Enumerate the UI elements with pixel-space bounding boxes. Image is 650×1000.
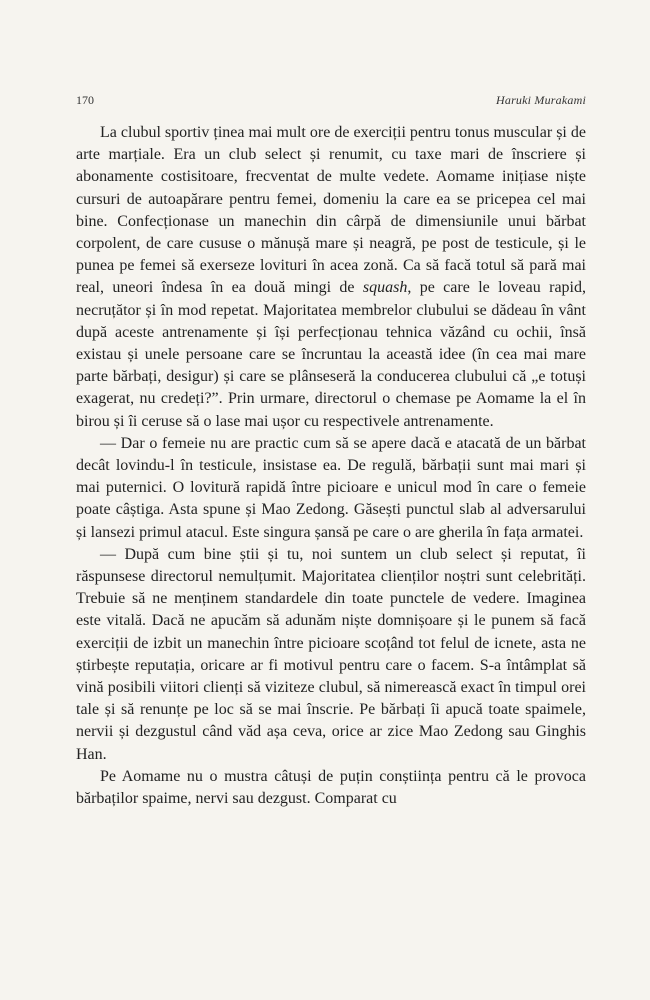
running-title: Haruki Murakami [496, 93, 586, 107]
paragraph-1-text-start: La clubul sportiv ținea mai mult ore de exerciții pentru tonus muscular și de arte marțiale. Era un club select și renumit, cu taxe mari de înscriere și abonamente costisitoare, frecventat de multe vedete. Aomame inițiase niște cursuri de autoapărare pentru femei, domeniu la care ea se pricepea cel mai bine. Confecționase un manechin din cârpă de dimensiunile unui bărbat corpolent, de care cususe o mănușă mare și neagră, pe post de testicule, și le punea pe femei să exerseze lovituri în acea zonă. Ca să facă totul să pară mai real, uneori îndesa în ea două mingi de [76, 124, 586, 297]
paragraph-4: Pe Aomame nu o mustra câtuși de puțin conștiința pentru că le provoca bărbaților spaime, nervi sau dezgust. Comparat cu [76, 767, 586, 808]
page-number: 170 [76, 93, 94, 107]
paragraph-1-text-end: , pe care le loveau rapid, necruțător și în mod repetat. Majoritatea membrelor clubului se dădeau în vânt după aceste antrenamente și își perfecționau tehnica văzând cu ochii, însă existau și unele persoane care se încruntau la această idee (în cea mai mare parte bărbați, desigur) și care se plânseseră la conducerea clubului că „e totuși exagerat, nu credeți?”. Prin urmare, directorul o chemase pe Aomame la el în birou și îi ceruse să o lase mai ușor cu respectivele antrenamente. [76, 279, 586, 430]
paragraph-3: — După cum bine știi și tu, noi suntem un club select și reputat, îi răspunsese directorul nemulțumit. Majoritatea clienților noștri sunt celebrități. Trebuie să ne menținem standardele din toate punctele de vedere. Imaginea este vitală. Dacă ne apucăm să adunăm niște domnișoare și le punem să facă exerciții de izbit un manechin între picioare scoțând tot felul de icnete, asta ne știrbește reputația, oricare ar fi motivul pentru care o facem. S-a întâmplat să vină posibili viitori clienți să viziteze clubul, să nimerească exact în timpul orei tale și să renunțe pe loc să se mai înscrie. Pe bărbați îi apucă toate spaimele, nervii și dezgustul când văd așa ceva, orice ar zice Mao Zedong sau Ginghis Han. [76, 545, 586, 763]
italic-word: squash [362, 279, 408, 297]
paragraph-1 [76, 122, 586, 433]
paragraph-2: — Dar o femeie nu are practic cum să se apere dacă e atacată de un bărbat decât lovindu-l în testicule, insistase ea. De regulă, bărbații sunt mai mari și mai puternici. O lovitură rapidă între picioare e unicul mod în care o femeie poate câștiga. Asta spune și Mao Zedong. Găsești punctul slab al adversarului și lansezi primul atacul. Este singura șansă pe care o are gherila în fața armatei. [76, 434, 586, 541]
body-text [76, 122, 586, 810]
page-header [76, 93, 586, 109]
